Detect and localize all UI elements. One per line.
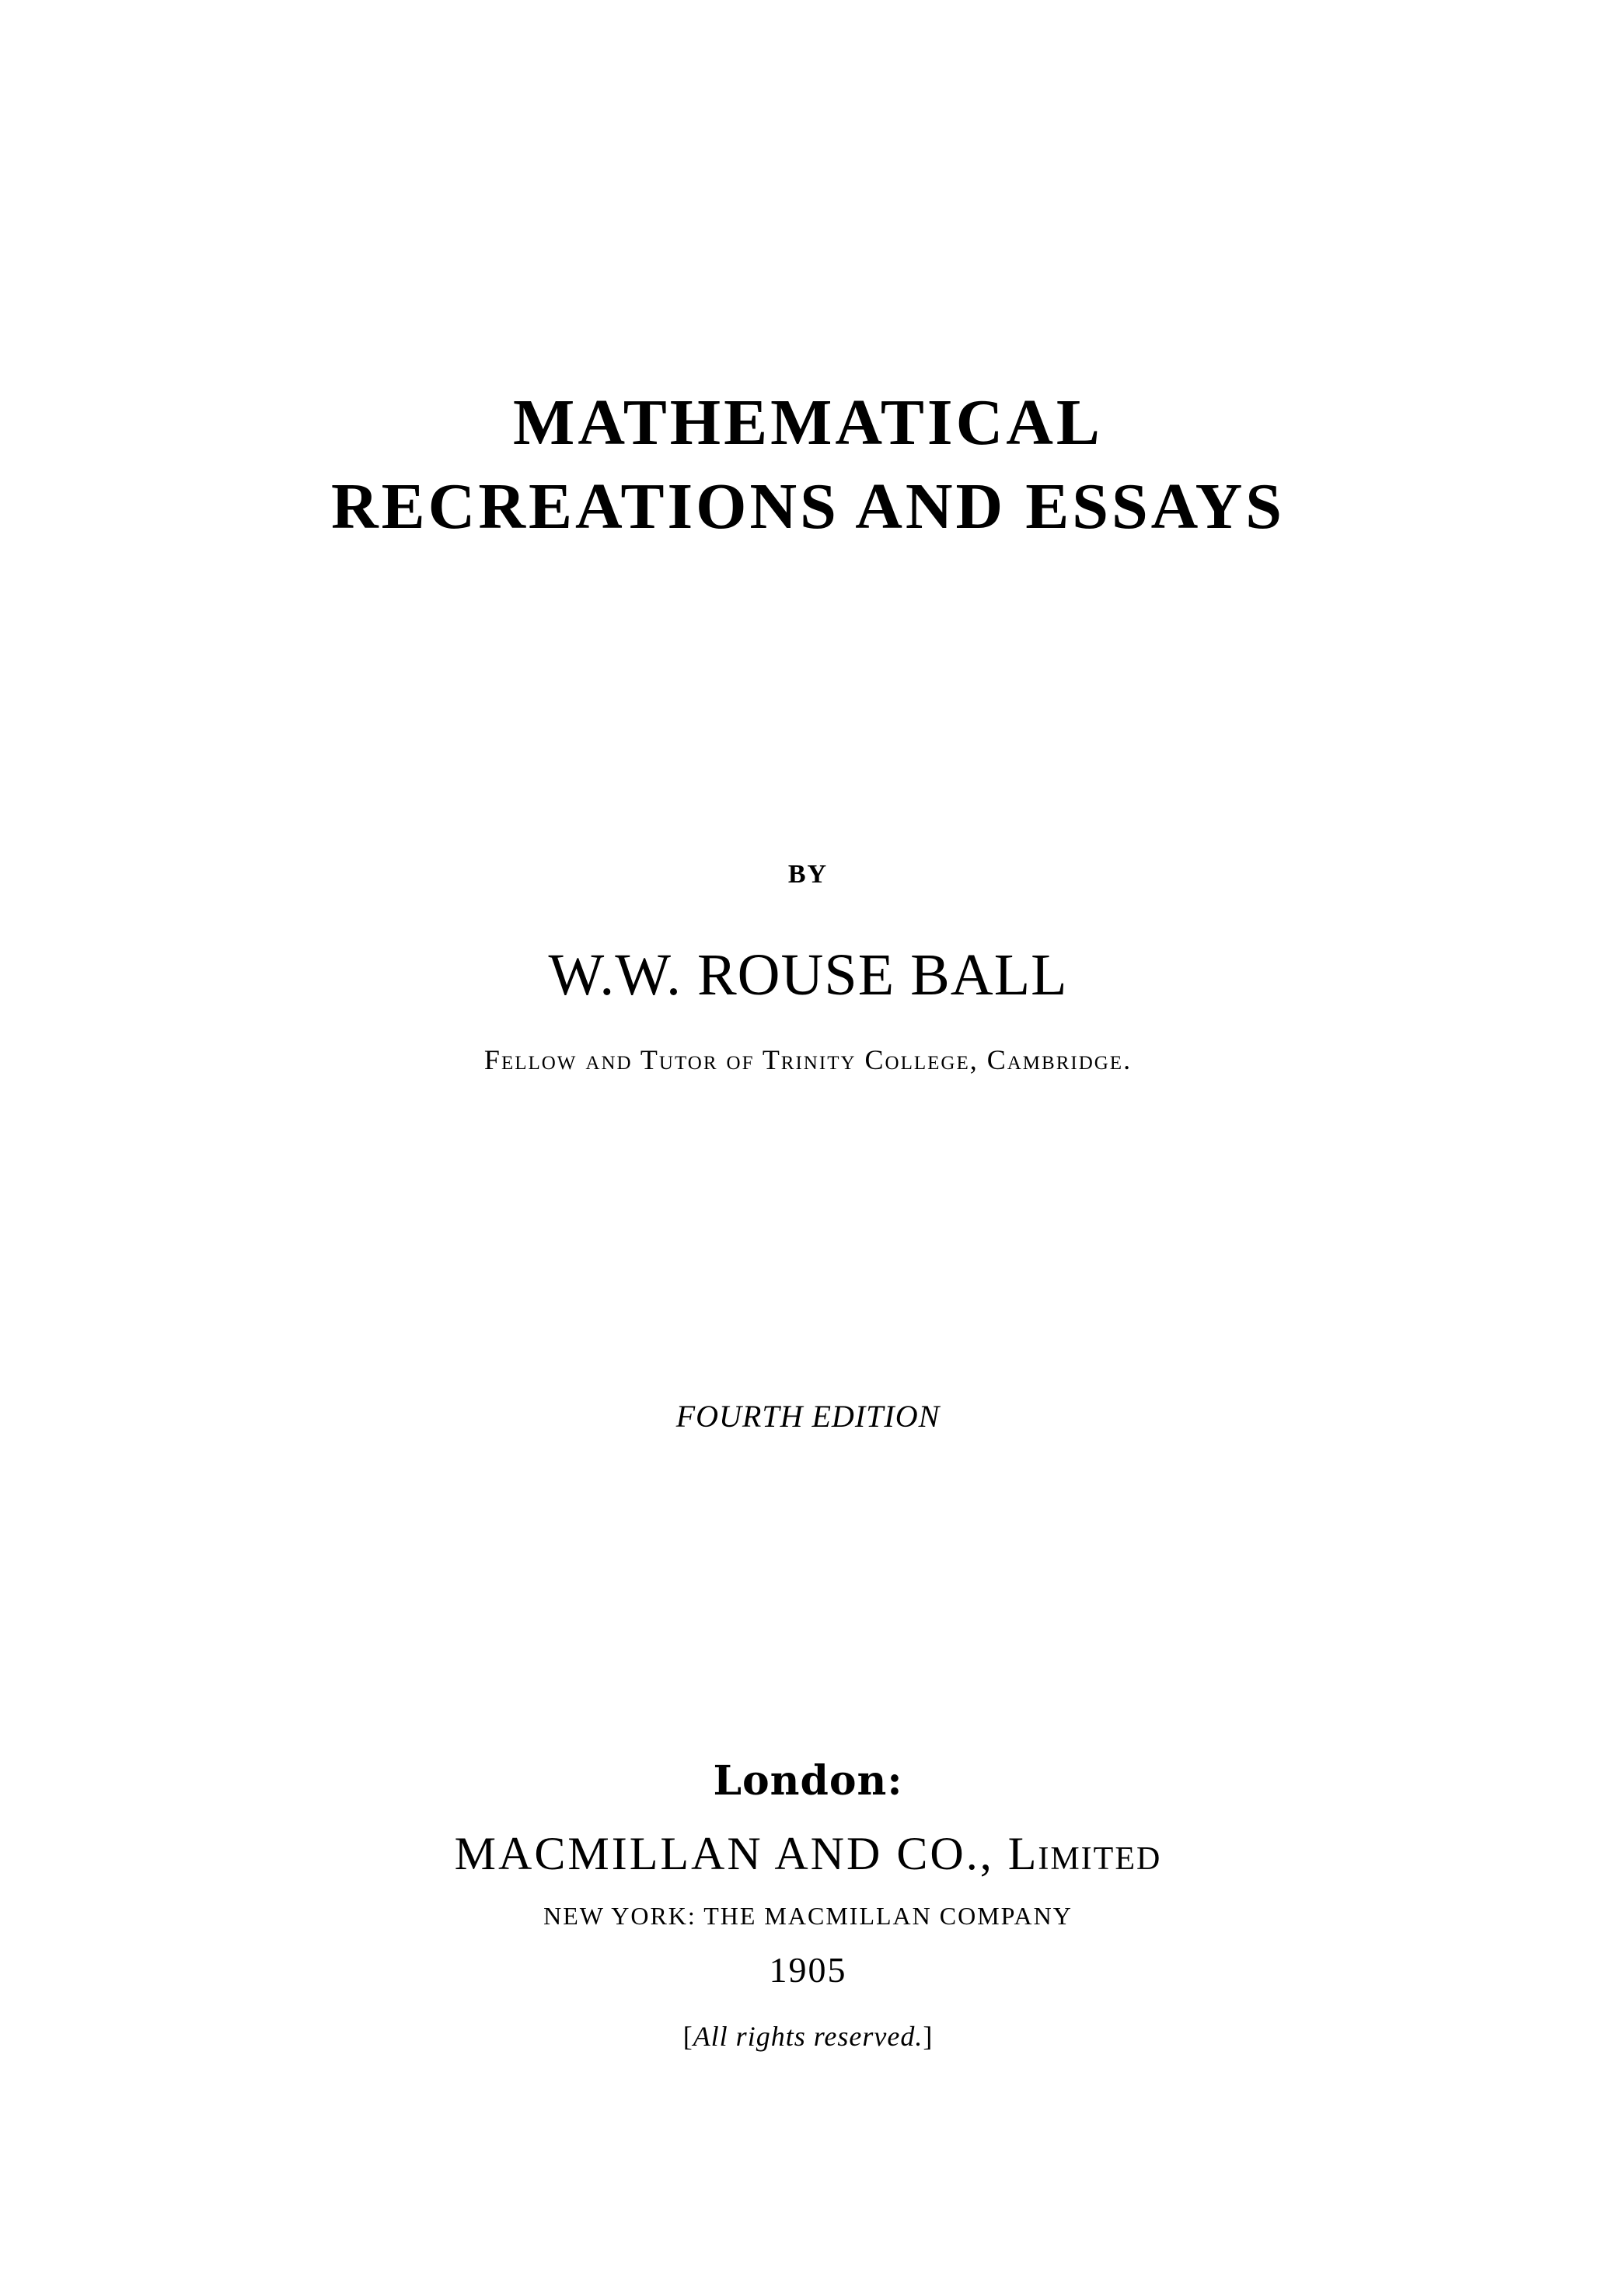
publisher-name bbox=[0, 1830, 1616, 1877]
publisher-subsidiary: NEW YORK: THE MACMILLAN COMPANY bbox=[543, 1902, 1073, 1930]
publisher-name-suffix: Limited bbox=[1007, 1828, 1162, 1879]
rights-close-bracket: ] bbox=[923, 2021, 934, 2052]
edition-label: FOURTH EDITION bbox=[675, 1399, 941, 1434]
author-affiliation: Fellow and Tutor of Trinity College, Cambridge. bbox=[483, 1044, 1133, 1075]
publication-year: 1905 bbox=[769, 1950, 847, 1990]
rights-open-bracket: [ bbox=[682, 2021, 693, 2052]
publication-place: London: bbox=[713, 1757, 903, 1805]
book-title-line-2: RECREATIONS AND ESSAYS bbox=[330, 470, 1286, 543]
rights-notice bbox=[0, 2022, 1616, 2050]
author-name: W.W. ROUSE BALL bbox=[548, 942, 1068, 1008]
publisher-name-main: MACMILLAN AND CO., bbox=[454, 1828, 1008, 1879]
rights-text: All rights reserved. bbox=[693, 2021, 923, 2052]
book-title-line-1: MATHEMATICAL bbox=[513, 386, 1103, 459]
by-label: BY bbox=[787, 860, 829, 889]
